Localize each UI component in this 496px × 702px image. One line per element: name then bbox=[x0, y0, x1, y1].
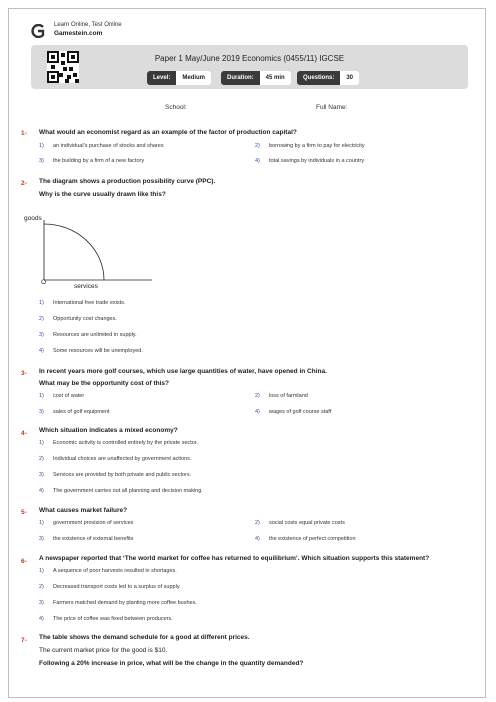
option-number: 1) bbox=[39, 393, 44, 399]
question-text: What may be the opportunity cost of this? bbox=[39, 380, 169, 387]
option-number: 1) bbox=[39, 568, 44, 574]
origin-label: O bbox=[41, 279, 47, 286]
answer-option[interactable] bbox=[39, 488, 203, 494]
duration-badge bbox=[221, 71, 291, 85]
question-text: The table shows the demand schedule for a good at different prices. bbox=[39, 634, 250, 641]
option-number: 4) bbox=[39, 488, 44, 494]
question-text: In recent years more golf courses, which use large quantities of water, have opened in China. bbox=[39, 368, 327, 375]
answer-option[interactable] bbox=[39, 584, 181, 590]
option-text: borrowing by a firm to pay for electricity bbox=[269, 143, 365, 149]
option-text: loss of farmland bbox=[269, 393, 308, 399]
duration-label: Duration: bbox=[221, 71, 260, 85]
option-text: government provision of services bbox=[53, 520, 134, 526]
option-number: 4) bbox=[39, 348, 44, 354]
question-number: 4- bbox=[21, 430, 27, 437]
option-text: A sequence of poor harvests resulted in shortages. bbox=[53, 568, 177, 574]
option-text: the existence of perfect competition bbox=[269, 536, 356, 542]
option-number: 2) bbox=[255, 520, 260, 526]
answer-option[interactable] bbox=[255, 536, 356, 542]
option-text: social costs equal private costs bbox=[269, 520, 345, 526]
option-text: cost of water bbox=[53, 393, 85, 399]
option-number: 1) bbox=[39, 520, 44, 526]
answer-option[interactable] bbox=[39, 440, 198, 446]
answer-option[interactable] bbox=[255, 409, 331, 415]
answer-option[interactable] bbox=[255, 520, 345, 526]
option-text: Farmers matched demand by planting more coffee bushes. bbox=[53, 600, 197, 606]
answer-option[interactable] bbox=[39, 143, 164, 149]
option-text: sales of golf equipment bbox=[53, 409, 110, 415]
option-number: 4) bbox=[255, 536, 260, 542]
question-text: Which situation indicates a mixed economy? bbox=[39, 427, 178, 434]
school-field[interactable]: School: bbox=[165, 104, 187, 111]
brand-tagline: Learn Online, Test Online bbox=[54, 22, 122, 28]
answer-option[interactable] bbox=[39, 300, 125, 306]
level-label: Level: bbox=[147, 71, 176, 85]
questions-label: Questions: bbox=[297, 71, 340, 85]
option-number: 3) bbox=[39, 158, 44, 164]
option-text: Services are provided by both private and public sectors. bbox=[53, 472, 192, 478]
question-number: 3- bbox=[21, 370, 27, 377]
option-text: the existence of external benefits bbox=[53, 536, 134, 542]
option-number: 2) bbox=[39, 456, 44, 462]
question-number: 5- bbox=[21, 509, 27, 516]
option-text: International free trade exists. bbox=[53, 300, 126, 306]
level-value: Medium bbox=[176, 71, 211, 85]
answer-option[interactable] bbox=[39, 348, 143, 354]
option-text: the building by a firm of a new factory bbox=[53, 158, 145, 164]
option-number: 2) bbox=[255, 143, 260, 149]
option-text: wages of golf course staff bbox=[269, 409, 332, 415]
answer-option[interactable] bbox=[39, 520, 133, 526]
questions-badge bbox=[297, 71, 359, 85]
option-text: an individual’s purchase of stocks and shares bbox=[53, 143, 164, 149]
option-text: Opportunity cost changes. bbox=[53, 316, 117, 322]
option-number: 3) bbox=[39, 332, 44, 338]
question-text: The diagram shows a production possibility curve (PPC). bbox=[39, 178, 216, 185]
quiz-title: Paper 1 May/June 2019 Economics (0455/11) IGCSE bbox=[154, 54, 345, 63]
answer-option[interactable] bbox=[255, 158, 364, 164]
question-text: Following a 20% increase in price, what will be the change in the quantity demanded? bbox=[39, 660, 304, 667]
answer-option[interactable] bbox=[39, 409, 110, 415]
option-number: 1) bbox=[39, 143, 44, 149]
option-text: Individual choices are unaffected by government actions. bbox=[53, 456, 192, 462]
question-number: 1- bbox=[21, 130, 27, 137]
answer-option[interactable] bbox=[39, 616, 173, 622]
level-badge bbox=[147, 71, 211, 85]
answer-option[interactable] bbox=[39, 316, 117, 322]
questions-value: 30 bbox=[340, 71, 359, 85]
answer-option[interactable] bbox=[39, 472, 191, 478]
option-text: Resources are unlimited in supply. bbox=[53, 332, 137, 338]
answer-option[interactable] bbox=[39, 456, 191, 462]
option-number: 3) bbox=[39, 409, 44, 415]
question-text: What would an economist regard as an example of the factor of production capital? bbox=[39, 129, 297, 136]
option-text: The price of coffee was fixed between producers. bbox=[53, 616, 173, 622]
duration-value: 45 min bbox=[260, 71, 291, 85]
question-text: The current market price for the good is $10. bbox=[39, 647, 168, 654]
option-text: Decreased transport costs led to a surplus of supply. bbox=[53, 584, 181, 590]
answer-option[interactable] bbox=[39, 536, 133, 542]
ppc-diagram bbox=[22, 212, 162, 292]
answer-option[interactable] bbox=[39, 158, 144, 164]
answer-option[interactable] bbox=[39, 332, 137, 338]
question-number: 2- bbox=[21, 180, 27, 187]
option-text: The government carries out all planning and decision making. bbox=[53, 488, 203, 494]
brand-site: Gamestein.com bbox=[54, 30, 103, 37]
option-number: 2) bbox=[255, 393, 260, 399]
option-number: 1) bbox=[39, 440, 44, 446]
answer-option[interactable] bbox=[39, 568, 177, 574]
option-number: 3) bbox=[39, 600, 44, 606]
quiz-header bbox=[31, 45, 468, 89]
option-number: 4) bbox=[39, 616, 44, 622]
option-text: total savings by individuals in a country bbox=[269, 158, 365, 164]
option-number: 1) bbox=[39, 300, 44, 306]
question-text: What causes market failure? bbox=[39, 507, 128, 514]
option-text: Some resources will be unemployed. bbox=[53, 348, 143, 354]
question-number: 6- bbox=[21, 558, 27, 565]
option-text: Economic activity is controlled entirely by the private sector. bbox=[53, 440, 198, 446]
option-number: 2) bbox=[39, 584, 44, 590]
gamestein-logo-icon bbox=[30, 24, 46, 38]
option-number: 3) bbox=[39, 472, 44, 478]
question-text: A newspaper reported that ‘The world market for coffee has returned to equilibrium’. Which situation supports this statement? bbox=[39, 555, 430, 562]
x-axis-label: services bbox=[74, 283, 98, 290]
answer-option[interactable] bbox=[39, 393, 84, 399]
answer-option[interactable] bbox=[255, 393, 308, 399]
option-number: 2) bbox=[39, 316, 44, 322]
y-axis-label: goods bbox=[24, 215, 42, 222]
answer-option[interactable] bbox=[39, 600, 197, 606]
full-name-field[interactable]: Full Name: bbox=[316, 104, 348, 111]
option-number: 4) bbox=[255, 158, 260, 164]
ppc-curve bbox=[44, 224, 104, 280]
option-number: 3) bbox=[39, 536, 44, 542]
answer-option[interactable] bbox=[255, 143, 365, 149]
question-number: 7- bbox=[21, 637, 27, 644]
question-text: Why is the curve usually drawn like this? bbox=[39, 191, 166, 198]
option-number: 4) bbox=[255, 409, 260, 415]
